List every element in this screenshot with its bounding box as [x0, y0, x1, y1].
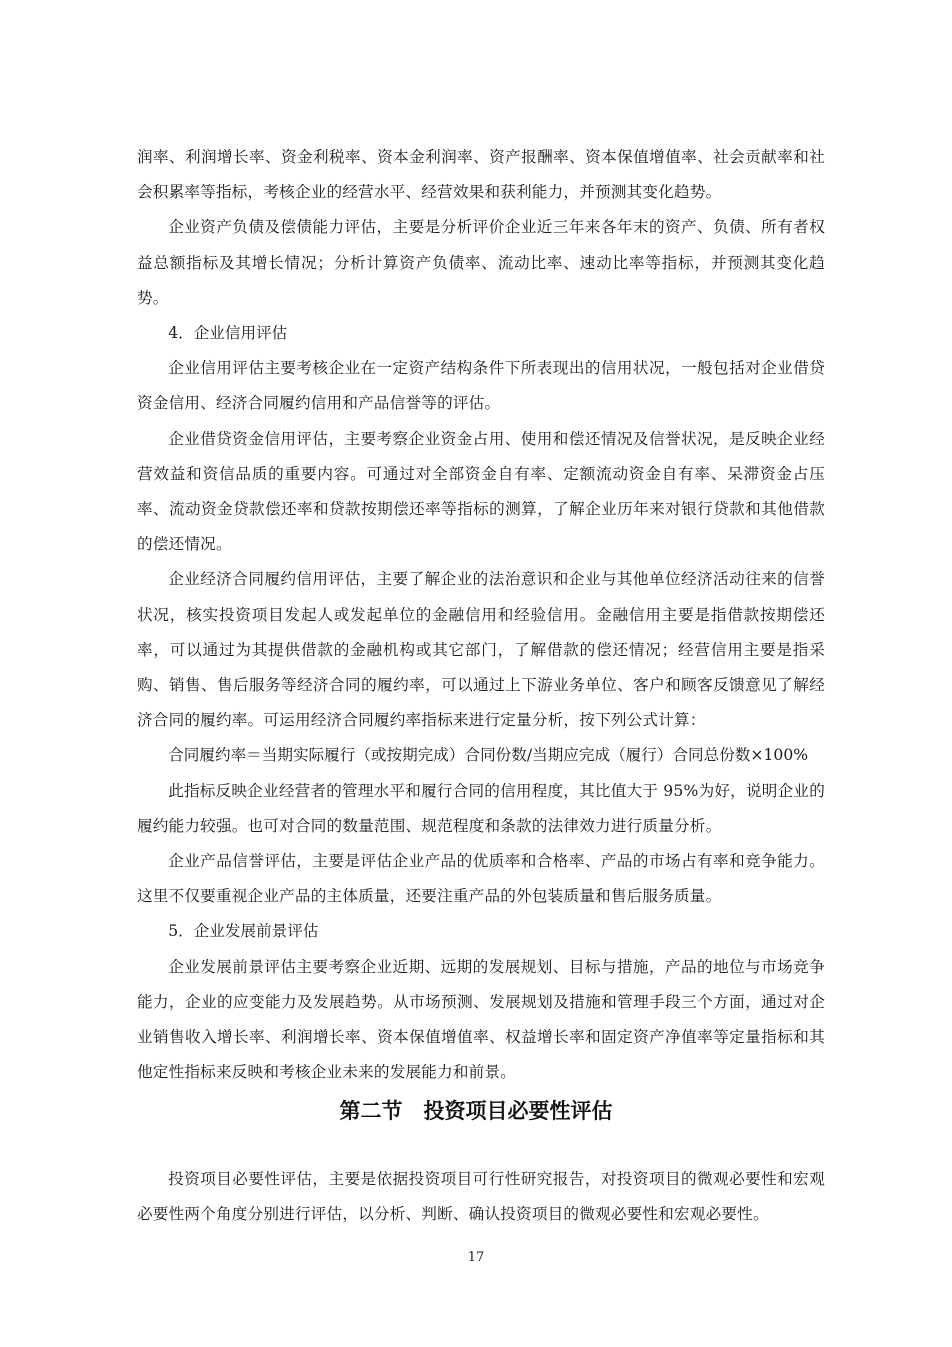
subheading-credit-evaluation: 4．企业信用评估 — [168, 324, 288, 343]
section-body — [137, 1162, 825, 1232]
subheading-development-prospect: 5．企业发展前景评估 — [168, 922, 319, 941]
paragraph-development-prospect: 企业发展前景评估主要考察企业近期、远期的发展规划、目标与措施，产品的地位与市场竞争能力，企业的应变能力及发展趋势。从市场预测、发展规划及措施和管理手段三个方面，通过对企业销售收入增长率、利润增长率、资本保值增值率、权益增长率和固定资产净值率等定量指标和其他定性指标来反映和考核企业未来的发展能力和前景。 — [137, 957, 825, 1082]
paragraph-contract-rate-meaning: 此指标反映企业经营者的管理水平和履行合同的信用程度，其比值大于 95%为好，说明企业的履约能力较强。也可对合同的数量范围、规范程度和条款的法律效力进行质量分析。 — [137, 781, 825, 835]
paragraph-asset-liability: 企业资产负债及偿债能力评估，主要是分析评价企业近三年来各年末的资产、负债、所有者权益总额指标及其增长情况；分析计算资产负债率、流动比率、速动比率等指标，并预测其变化趋势。 — [137, 218, 825, 307]
section-title: 第二节 投资项目必要性评估 — [339, 1099, 613, 1123]
paragraph-continued: 润率、利润增长率、资金利税率、资本金利润率、资产报酬率、资本保值增值率、社会贡献率和社会积累率等指标，考核企业的经营水平、经营效果和获利能力，并预测其变化趋势。 — [137, 148, 825, 202]
paragraph-section-intro: 投资项目必要性评估，主要是依据投资项目可行性研究报告，对投资项目的微观必要性和宏观必要性两个角度分别进行评估，以分析、判断、确认投资项目的微观必要性和宏观必要性。 — [137, 1170, 825, 1224]
body-text — [137, 140, 825, 1090]
paragraph-contract-credit: 企业经济合同履约信用评估，主要了解企业的法治意识和企业与其他单位经济活动往来的信誉状况，核实投资项目发起人或发起单位的金融信用和经验信用。金融信用主要是指借款按期偿还率，可以通过为其提供借款的金融机构或其它部门，了解借款的偿还情况；经营信用主要是指采购、销售、售后服务等经济合同的履约率，可以通过上下游业务单位、客户和顾客反馈意见了解经济合同的履约率。可运用经济合同履约率指标来进行定量分析，按下列公式计算： — [137, 570, 825, 730]
paragraph-product-reputation: 企业产品信誉评估，主要是评估企业产品的优质率和合格率、产品的市场占有率和竞争能力。这里不仅要重视企业产品的主体质量，还要注重产品的外包装质量和售后服务质量。 — [137, 852, 825, 906]
page-number: 17 — [467, 1250, 485, 1265]
formula-contract-rate: 合同履约率＝当期实际履行（或按期完成）合同份数/当期应完成（履行）合同总份数×100% — [168, 746, 809, 765]
paragraph-loan-credit: 企业借贷资金信用评估，主要考察企业资金占用、使用和偿还情况及信誉状况，是反映企业经营效益和资信品质的重要内容。可通过对全部资金自有率、定额流动资金自有率、呆滞资金占压率、流动资金贷款偿还率和贷款按期偿还率等指标的测算，了解企业历年来对银行贷款和其他借款的偿还情况。 — [137, 429, 825, 554]
paragraph-credit-overview: 企业信用评估主要考核企业在一定资产结构条件下所表现出的信用状况，一般包括对企业借贷资金信用、经济合同履约信用和产品信誉等的评估。 — [137, 359, 825, 413]
